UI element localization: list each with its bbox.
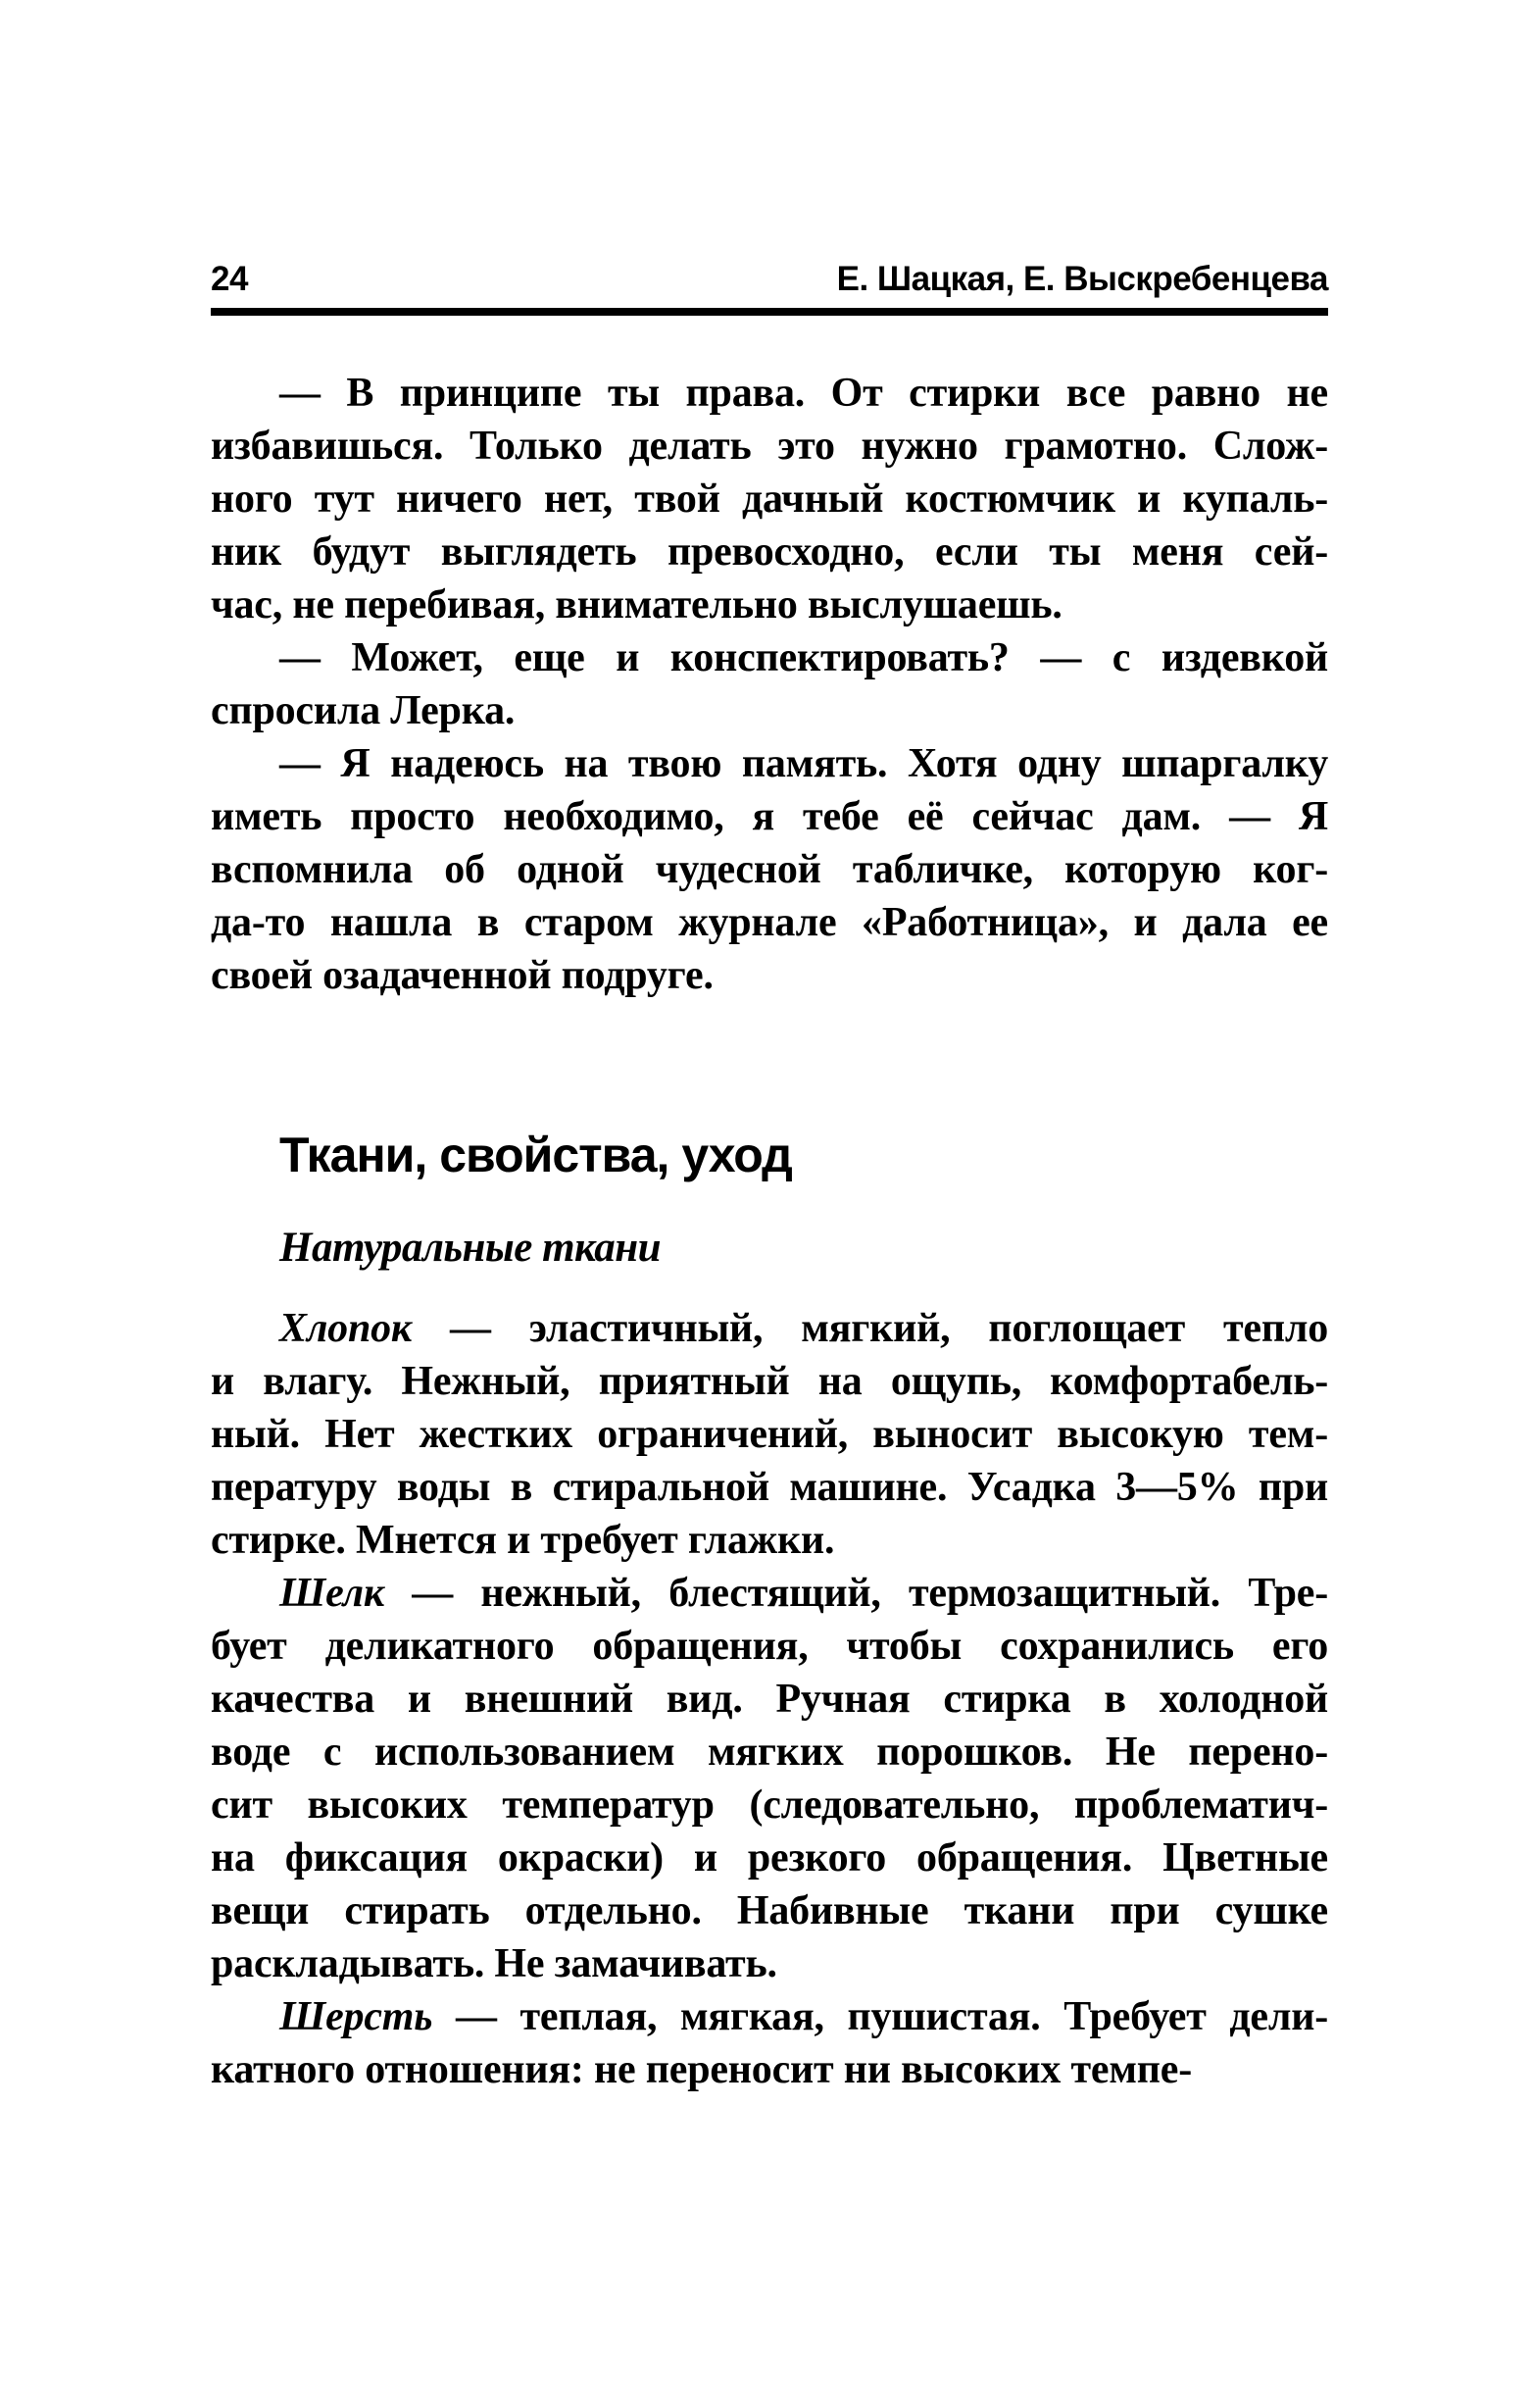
text-line: Шерсть — теплая, мягкая, пушистая. Требует дели-: [279, 1994, 1328, 2039]
text-line: раскладывать. Не замачивать.: [211, 1941, 777, 1986]
fabric-term: Шелк: [279, 1571, 384, 1616]
text-line: на фиксация окраски) и резкого обращения. Цветные: [211, 1835, 1328, 1881]
text-line: избавишься. Только делать это нужно грамотно. Слож-: [211, 424, 1328, 469]
text-line: — Может, еще и конспектировать? — с издевкой: [279, 635, 1328, 680]
paragraph: [211, 1567, 1328, 1990]
text-line: бует деликатного обращения, чтобы сохранились его: [211, 1624, 1328, 1669]
text-line: ник будут выглядеть превосходно, если ты меня сей-: [211, 529, 1328, 575]
running-title: Е. Шацкая, Е. Выскребенцева: [836, 260, 1328, 298]
text-line: вспомнила об одной чудесной табличке, которую ког-: [211, 847, 1328, 892]
text-line: ного тут ничего нет, твой дачный костюмчик и купаль-: [211, 477, 1328, 522]
book-page: [211, 261, 1328, 2096]
paragraph: [211, 737, 1328, 1002]
text-line: воде с использованием мягких порошков. Не перено-: [211, 1730, 1328, 1775]
text-line: час, не перебивая, внимательно выслушаешь.: [211, 582, 1063, 627]
text-line: и влагу. Нежный, приятный на ощупь, комфортабель-: [211, 1359, 1328, 1404]
text-line: иметь просто необходимо, я тебе её сейчас дам. — Я: [211, 794, 1328, 839]
text-line: Хлопок — эластичный, мягкий, поглощает тепло: [279, 1306, 1328, 1351]
paragraph: [211, 1302, 1328, 1567]
text-line: катного отношения: не переносит ни высоких темпе-: [211, 2047, 1192, 2092]
text-line: — Я надеюсь на твою память. Хотя одну шпаргалку: [279, 741, 1328, 786]
paragraph: [211, 1990, 1328, 2096]
paragraph: [211, 367, 1328, 631]
text-line: своей озадаченной подруге.: [211, 953, 714, 998]
text-line: вещи стирать отдельно. Набивные ткани при сушке: [211, 1888, 1328, 1933]
subsection-heading: Натуральные ткани: [279, 1225, 662, 1271]
text-line: да-то нашла в старом журнале «Работница», и дала ее: [211, 900, 1328, 945]
page-number: 24: [211, 260, 248, 298]
fabric-term: Шерсть: [279, 1994, 433, 2039]
text-line: Шелк — нежный, блестящий, термозащитный. Тре-: [279, 1571, 1328, 1616]
text-line: качества и внешний вид. Ручная стирка в холодной: [211, 1677, 1328, 1722]
text-line: спросила Лерка.: [211, 688, 516, 733]
text-line: ный. Нет жестких ограничений, выносит высокую тем-: [211, 1412, 1328, 1457]
text-line: — В принципе ты права. От стирки все равно не: [279, 371, 1328, 416]
text-line: пературу воды в стиральной машине. Усадка 3—5% при: [211, 1465, 1328, 1510]
text-line: стирке. Мнется и требует глажки.: [211, 1518, 835, 1563]
section-heading: Ткани, свойства, уход: [279, 1128, 792, 1182]
text-line: сит высоких температур (следовательно, проблематич-: [211, 1782, 1328, 1828]
header-rule-divider: [211, 308, 1328, 316]
fabric-term: Хлопок: [279, 1306, 413, 1351]
page-body: [211, 367, 1328, 2096]
running-header: [211, 261, 1328, 298]
paragraph: [211, 631, 1328, 737]
